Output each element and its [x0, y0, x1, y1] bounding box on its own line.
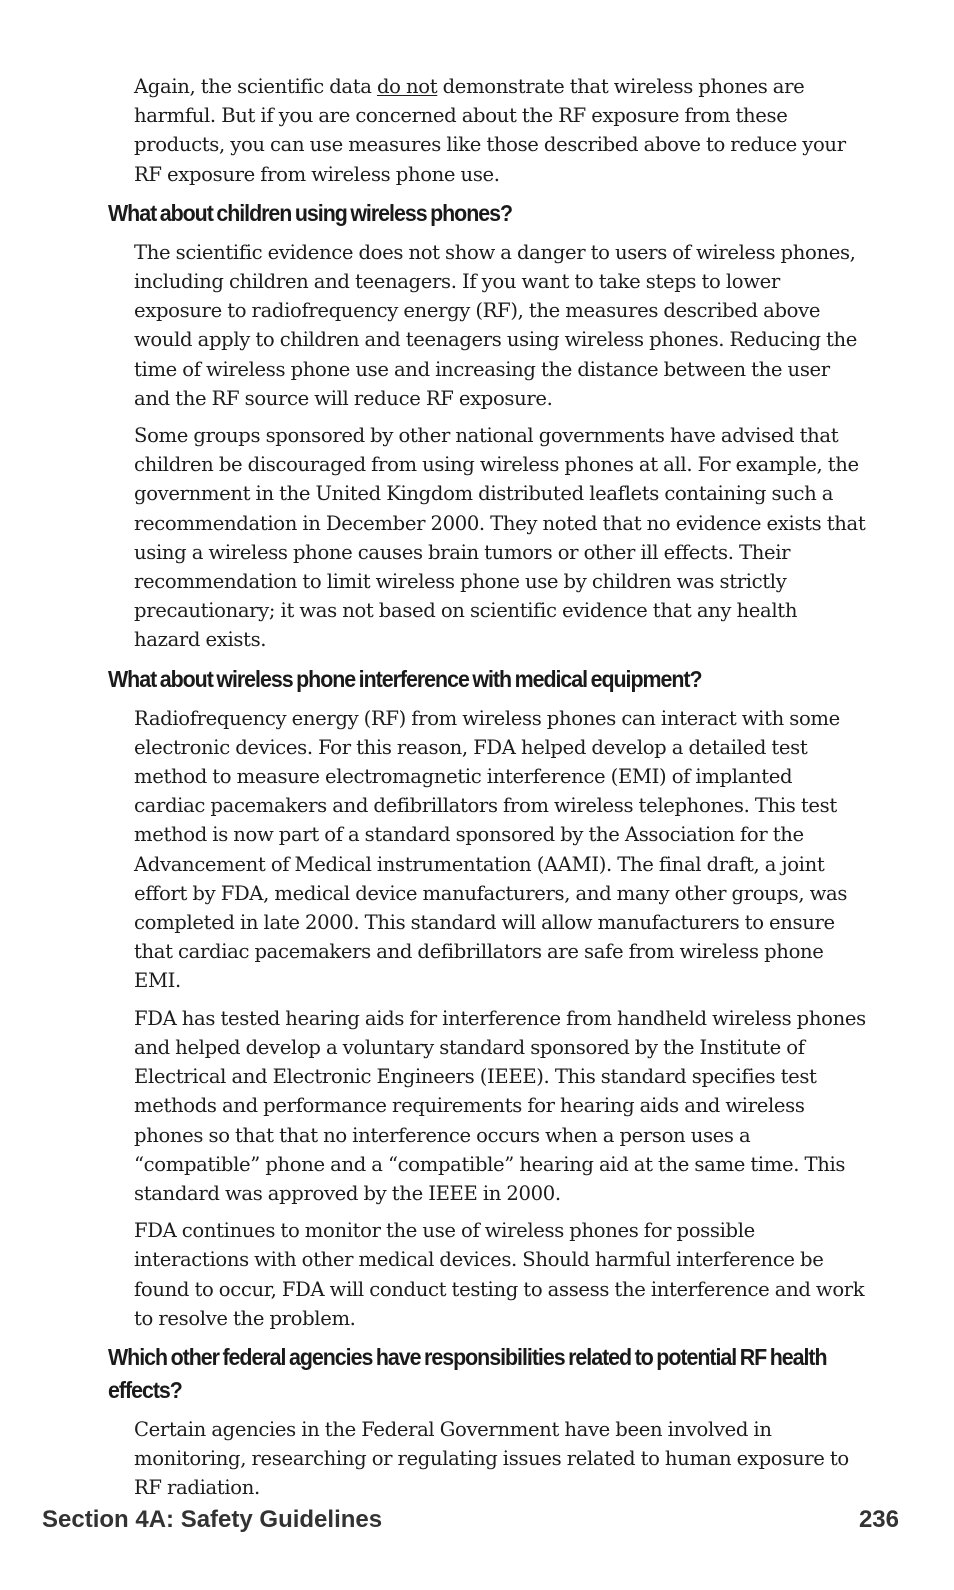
paragraph-federal-agencies: Certain agencies in the Federal Government have been involved in monitoring, researching or regulating issues related to human exposure to RF radiation.: [134, 1417, 849, 1500]
page-footer: [42, 1500, 899, 1540]
footer-page-number: 236: [858, 1506, 899, 1533]
paragraph-children-uk: Some groups sponsored by other national governments have advised that children be discouraged from using wireless phones at all. For example, the government in the United Kingdom distributed leaflets containing such a recommendation in December 2000. They noted that no evidence exists that using a wireless phone causes brain tumors or other ill effects. Their recommendation to limit wireless phone use by children was strictly precautionary; it was not based on scientific evidence that any health hazard exists.: [134, 424, 866, 652]
emphasis-do-not: do not: [376, 75, 438, 98]
intro-text-start: Again, the scientific data: [134, 75, 377, 98]
heading-children: What about children using wireless phones?: [108, 199, 513, 226]
intro-text-end: demonstrate that wireless phones are harmful. But if you are concerned about the RF exposure from these products, you can use measures like those described above to reduce your RF exposure from wireless phone use.: [134, 75, 846, 186]
page-body: [108, 72, 868, 1511]
paragraph-hearing-aids: FDA has tested hearing aids for interference from handheld wireless phones and helped develop a voluntary standard sponsored by the Institute of Electrical and Electronic Engineers (IEEE). This standard specifies test methods and performance requirements for hearing aids and wireless phones so that that no interference occurs when a person uses a “compatible” phone and a “compatible” hearing aid at the same time. This standard was approved by the IEEE in 2000.: [134, 1006, 866, 1205]
paragraph-children-evidence: The scientific evidence does not show a danger to users of wireless phones, including children and teenagers. If you want to take steps to lower exposure to radiofrequency energy (RF), the measures described above would apply to children and teenagers using wireless phones. Reducing the time of wireless phone use and increasing the distance between the user and the RF source will reduce RF exposure.: [134, 240, 858, 410]
footer-section-label: Section 4A: Safety Guidelines: [42, 1506, 383, 1533]
paragraph-pacemakers: Radiofrequency energy (RF) from wireless phones can interact with some electronic devices. For this reason, FDA helped develop a detailed test method to measure electromagnetic interference (EMI) of implanted cardiac pacemakers and defibrillators from wireless telephones. This test method is now part of a standard sponsored by the Association for the Advancement of Medical instrumentation (AAMI). The final draft, a joint effort by FDA, medical device manufacturers, and many other groups, was completed in late 2000. This standard will allow manufacturers to ensure that cardiac pacemakers and defibrillators are safe from wireless phone EMI.: [134, 706, 848, 993]
heading-federal-agencies: Which other federal agencies have responsibilities related to potential RF health effects?: [108, 1343, 827, 1403]
heading-medical-interference: What about wireless phone interference with medical equipment?: [108, 665, 702, 692]
intro-paragraph: [134, 72, 868, 189]
paragraph-fda-monitoring: FDA continues to monitor the use of wireless phones for possible interactions with other medical devices. Should harmful interference be found to occur, FDA will conduct testing to assess the interference and work to resolve the problem.: [134, 1219, 865, 1330]
